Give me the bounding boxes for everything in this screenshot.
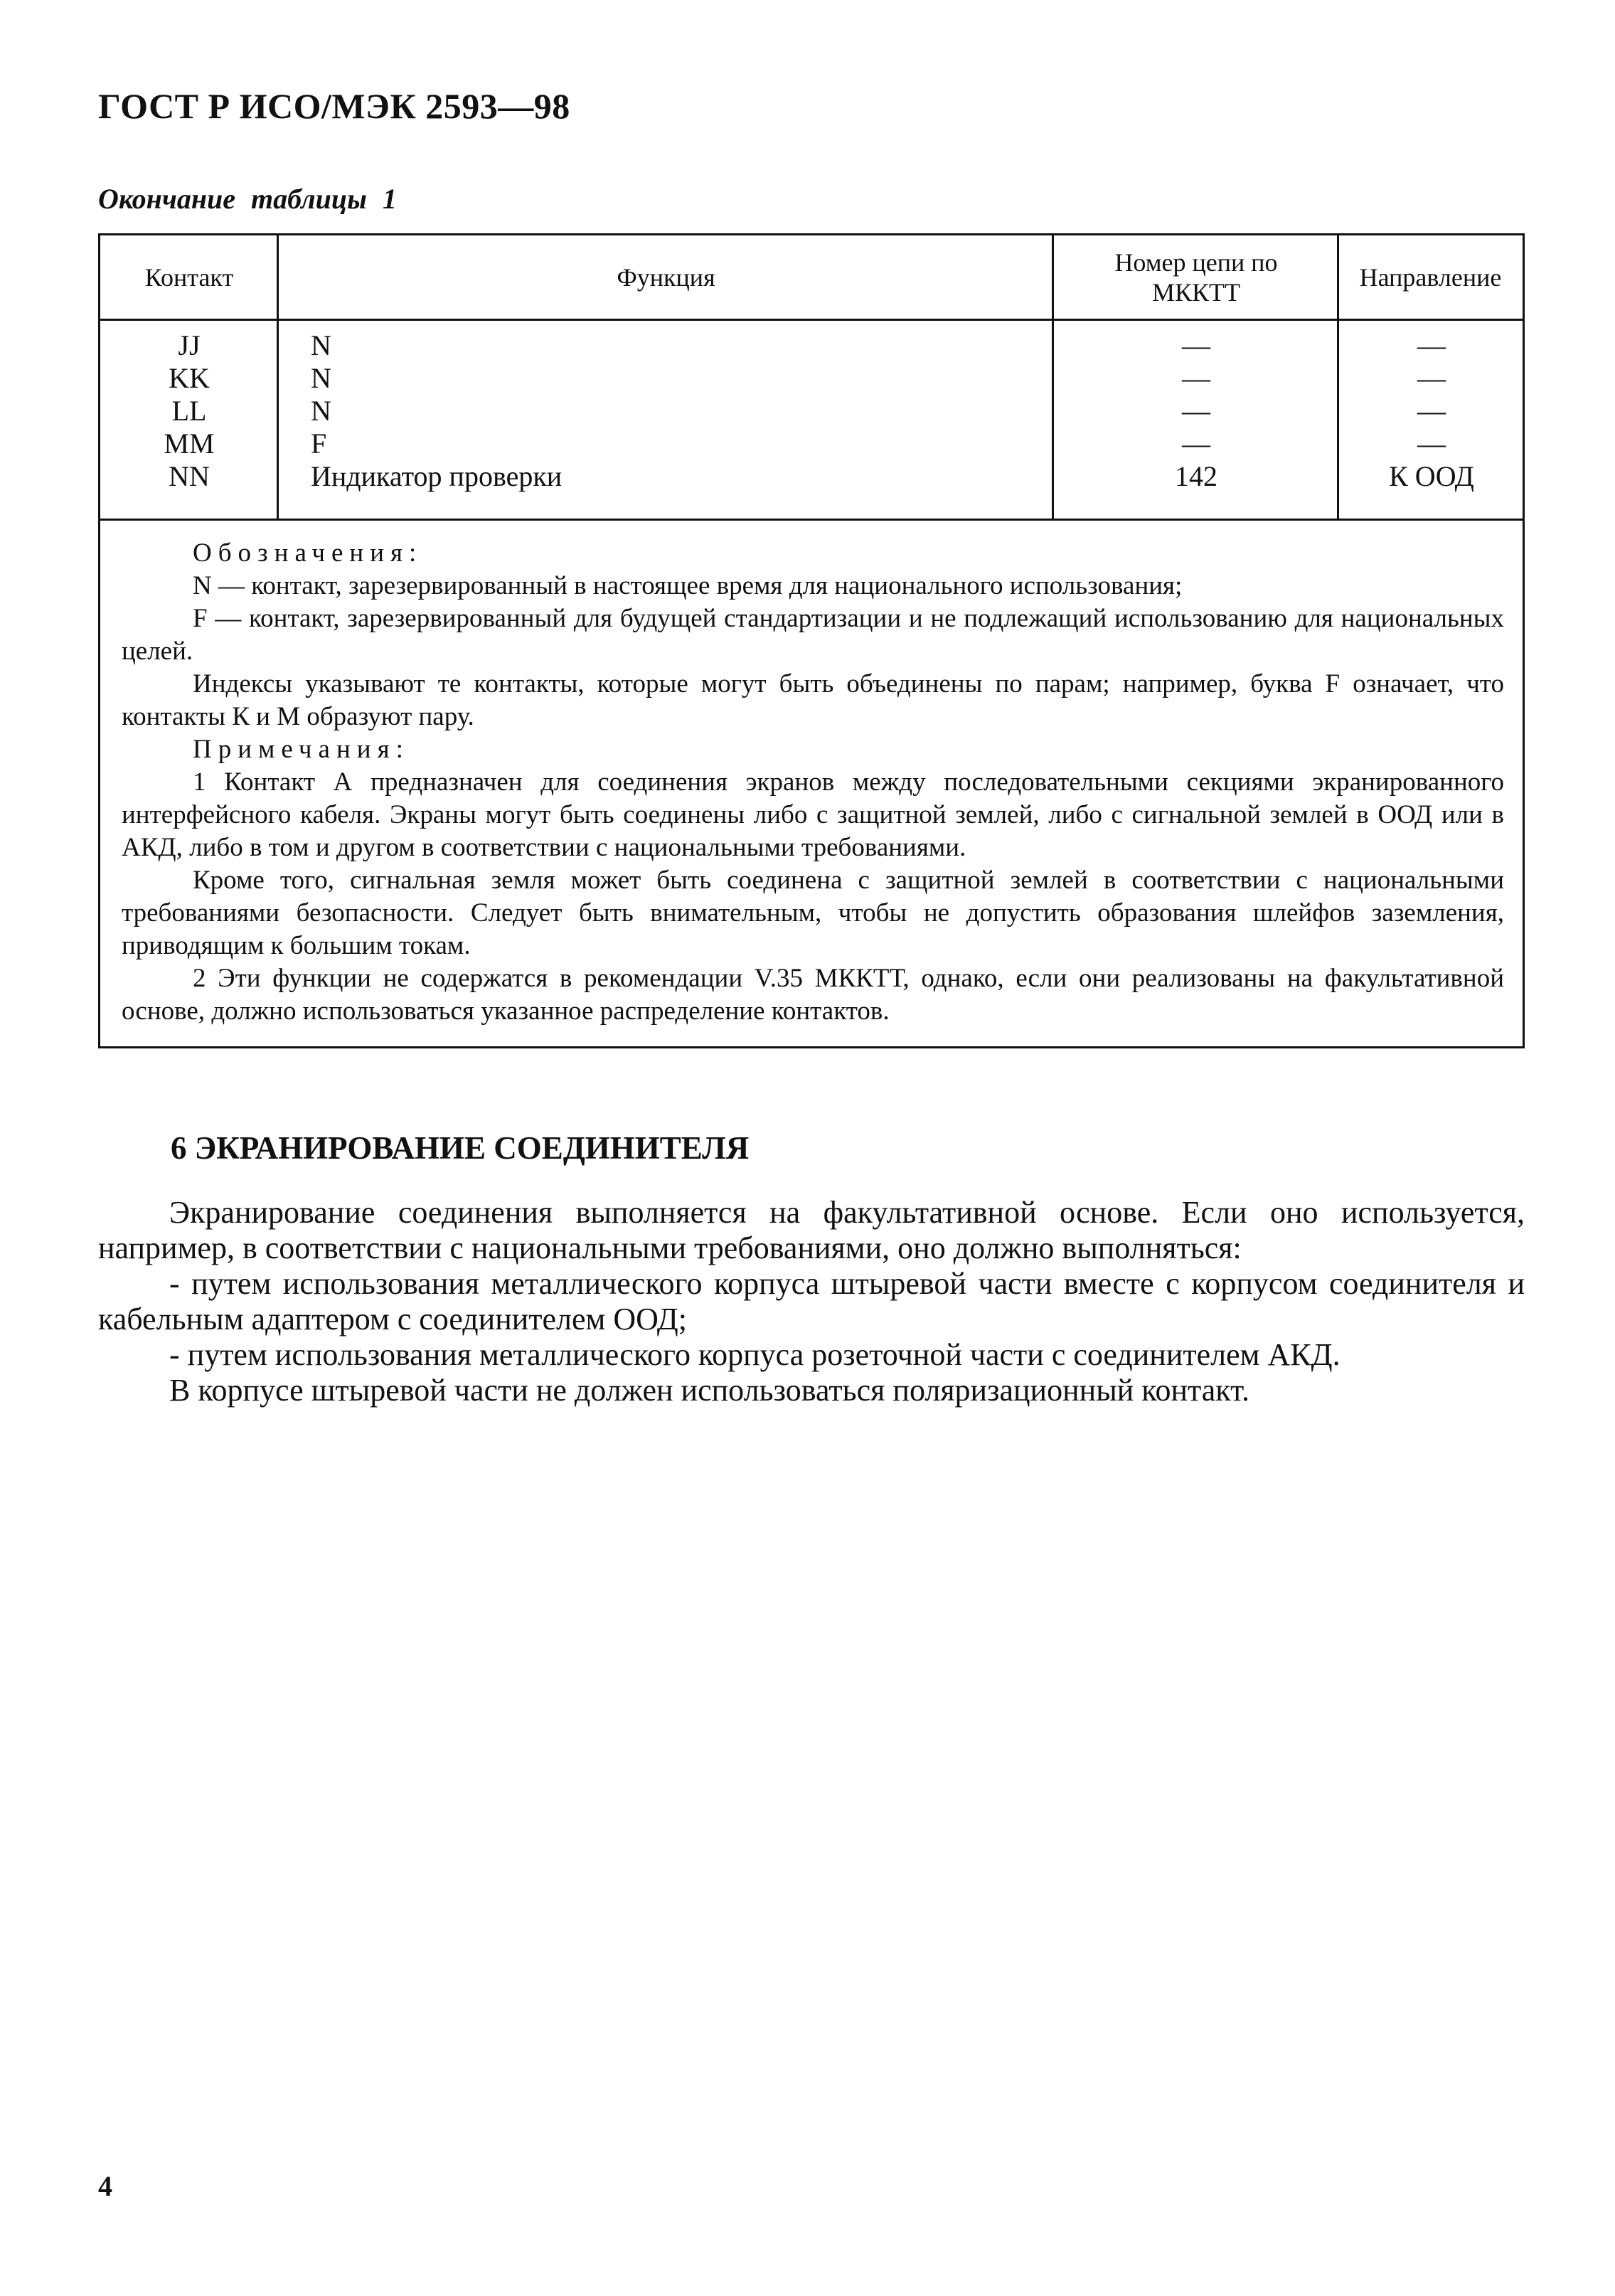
section-title: 6 ЭКРАНИРОВАНИЕ СОЕДИНИТЕЛЯ <box>171 1130 750 1166</box>
cell-direction: — <box>1417 427 1446 459</box>
cell-function: N <box>311 395 331 427</box>
table-row <box>100 395 1523 427</box>
cell-direction: — <box>1417 395 1446 427</box>
table-caption-word1: Окончание <box>98 183 236 215</box>
table-row <box>100 362 1523 395</box>
column-header-direction: Направление <box>1338 235 1523 321</box>
table-caption-number: 1 <box>382 183 397 215</box>
cell-contact: JJ <box>178 329 201 361</box>
section-paragraph: - путем использования металлического корпуса розеточной части с соединителем АКД. <box>169 1337 1340 1372</box>
table-row <box>100 460 1523 493</box>
cell-contact: MM <box>164 427 215 459</box>
remarks-label: Примечания: <box>193 735 410 764</box>
section-paragraph: Экранирование соединения выполняется на факультативной основе. Если оно используется, например, в соответствии с национальными требованиями, оно должно выполняться: <box>98 1195 1525 1265</box>
table-notes <box>122 537 1504 1028</box>
cell-contact: KK <box>169 362 210 394</box>
remark-1-continued: Кроме того, сигнальная земля может быть соединена с защитной землей в соответствии с национальными требованиями безопасности. Следует быть внимательным, чтобы не допустить образования шлейфов заземления, приводящим к большим токам. <box>122 866 1504 960</box>
cell-direction: — <box>1417 362 1446 394</box>
column-header-function: Функция <box>278 235 1054 321</box>
designation-n: N — контакт, зарезервированный в настоящее время для национального использования; <box>193 571 1183 600</box>
cell-function: Индикатор проверки <box>311 460 563 492</box>
section-paragraph: В корпусе штыревой части не должен использоваться поляризационный контакт. <box>169 1373 1250 1408</box>
column-header-circuit-number: Номер цепи по МККТТ <box>1054 235 1338 321</box>
cell-function: N <box>311 329 331 361</box>
cell-circuit: 142 <box>1175 460 1217 492</box>
cell-circuit: — <box>1182 395 1210 427</box>
designations-label: Обозначения: <box>193 538 423 568</box>
cell-contact: NN <box>169 460 210 492</box>
cell-circuit: — <box>1182 427 1210 459</box>
cell-function: F <box>311 427 327 459</box>
page-number: 4 <box>98 2170 112 2202</box>
cell-direction: К ООД <box>1389 460 1474 492</box>
designation-f: F — контакт, зарезервированный для будущей стандартизации и не подлежащий использованию для национальных целей. <box>122 604 1504 666</box>
cell-circuit: — <box>1182 329 1210 361</box>
document-header: ГОСТ Р ИСО/МЭК 2593—98 <box>98 86 570 126</box>
cell-circuit: — <box>1182 362 1210 394</box>
indexes-note: Индексы указывают те контакты, которые могут быть объединены по парам; например, буква F означает, что контакты К и М образуют пару. <box>122 669 1504 731</box>
table-caption-word2: таблицы <box>251 183 367 215</box>
table-row <box>100 329 1523 362</box>
cell-function: N <box>311 362 331 394</box>
section-paragraph: - путем использования металлического корпуса штыревой части вместе с корпусом соединителя и кабельным адаптером с соединителем ООД; <box>98 1266 1525 1336</box>
remark-1: 1 Контакт А предназначен для соединения экранов между последовательными секциями экранированного интерфейсного кабеля. Экраны могут быть соединены либо с защитной землей, либо с сигнальной землей в ООД или в АКД, либо в том и другом в соответствии с национальными требованиями. <box>122 767 1504 862</box>
cell-direction: — <box>1417 329 1446 361</box>
table-divider <box>100 519 1523 521</box>
pin-assignment-table <box>98 233 1525 1048</box>
table-row <box>100 427 1523 460</box>
column-header-contact: Контакт <box>100 235 278 321</box>
section-body <box>98 1195 1525 1408</box>
remark-2: 2 Эти функции не содержатся в рекомендации V.35 МККТТ, однако, если они реализованы на факультативной основе, должно использоваться указанное распределение контактов. <box>122 964 1504 1026</box>
cell-contact: LL <box>171 395 207 427</box>
table-caption <box>98 182 397 216</box>
